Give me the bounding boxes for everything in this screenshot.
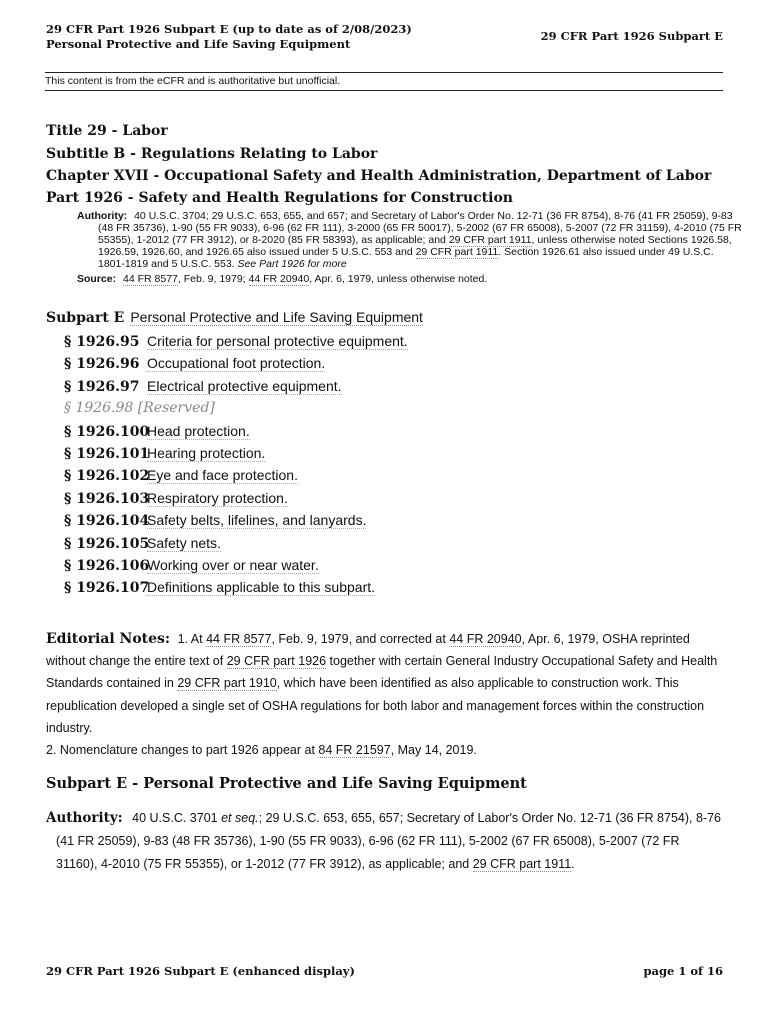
section-title[interactable]: Head protection. bbox=[147, 422, 250, 439]
section-title[interactable]: Safety nets. bbox=[147, 534, 221, 551]
section-title[interactable]: Safety belts, lifelines, and lanyards. bbox=[147, 512, 367, 529]
toc-item[interactable] bbox=[64, 488, 704, 510]
header-right-citation: 29 CFR Part 1926 Subpart E bbox=[540, 29, 723, 43]
disclaimer-banner: This content is from the eCFR and is authoritative but unofficial. bbox=[45, 72, 723, 91]
toc-item[interactable] bbox=[64, 510, 704, 532]
section-title[interactable]: Hearing protection. bbox=[147, 444, 266, 461]
part-source-label: Source: bbox=[77, 273, 117, 285]
editorial-note-2: 2. Nomenclature changes to part 1926 appear at 84 FR 21597, May 14, 2019. bbox=[46, 743, 477, 758]
page-number: page 1 of 16 bbox=[643, 964, 723, 978]
section-number: § 1926.104 bbox=[64, 513, 150, 530]
part-authority: Authority: 40 U.S.C. 3704; 29 U.S.C. 653, 655, and 657; and Secretary of Labor's Order No. 12-71 (36 FR 8754), 8-76 (41 FR 25059), 9-83 (48 FR 35736), 1-90 (55 FR 9033), 6-96 (62 FR 111), 3-2000 (65 FR 50017), 5-2002 (67 FR 65008), 5-2007 (72 FR 31159), 4-2010 (75 FR 55355), 1-2012 (77 FR 3912), or 8-2020 (85 FR 58393), as applicable; and 29 CFR part 1911, unless otherwise noted Sections 1926.58, 1926.59, 1926.60, and 1926.65 also issued under 5 U.S.C. 553 and 29 CFR part 1911. Section 1926.61 also issued under 49 U.S.C. 1801-1819 and 5 U.S.C. 553. See Part 1926 for more bbox=[77, 210, 742, 270]
section-title[interactable]: Electrical protective equipment. bbox=[147, 377, 342, 394]
toc-item[interactable] bbox=[64, 421, 704, 443]
header-citation: 29 CFR Part 1926 Subpart E (up to date as of 2/08/2023) bbox=[46, 22, 412, 36]
toc-item[interactable] bbox=[64, 353, 704, 375]
section-title[interactable]: Respiratory protection. bbox=[147, 489, 288, 506]
title-heading: Title 29 - Labor bbox=[46, 123, 168, 139]
editorial-notes-label: Editorial Notes: bbox=[46, 631, 171, 647]
toc-item[interactable] bbox=[64, 555, 704, 577]
subpart-title-link[interactable]: Personal Protective and Life Saving Equipment bbox=[130, 309, 423, 325]
toc-item[interactable] bbox=[64, 331, 704, 353]
section-number: § 1926.105 bbox=[64, 535, 150, 552]
toc-item[interactable] bbox=[64, 533, 704, 555]
part-authority-label: Authority: bbox=[77, 210, 128, 222]
editorial-note-1: Editorial Notes: 1. At 44 FR 8577, Feb. 9, 1979, and corrected at 44 FR 20940, Apr. 6, 1979, OSHA reprinted without change the entire text of 29 CFR part 1926 together with certain General Industry Occupational Safety and Health Standards contained in 29 CFR part 1910, which have been identified as also applicable to construction work. This republication developed a single set of OSHA regulations for both labor and management forces within the construction industry. bbox=[46, 631, 718, 735]
section-number: § 1926.95 bbox=[64, 334, 140, 350]
header-subtitle: Personal Protective and Life Saving Equipment bbox=[46, 37, 351, 51]
section-number: § 1926.101 bbox=[64, 445, 150, 462]
page-header bbox=[46, 22, 412, 52]
subpart-section-heading: Subpart E - Personal Protective and Life Saving Equipment bbox=[46, 775, 527, 792]
subpart-title bbox=[46, 309, 423, 326]
subpart-authority-label: Authority: bbox=[46, 810, 123, 826]
subpart-label: Subpart E bbox=[46, 310, 125, 326]
toc-item-reserved: § 1926.98 [Reserved] bbox=[64, 400, 215, 417]
toc-item[interactable] bbox=[64, 465, 704, 487]
section-title[interactable]: Eye and face protection. bbox=[147, 467, 298, 484]
section-number: § 1926.107 bbox=[64, 580, 150, 597]
chapter-heading: Chapter XVII - Occupational Safety and Health Administration, Department of Labor bbox=[46, 168, 712, 184]
section-title[interactable]: Occupational foot protection. bbox=[147, 355, 326, 372]
section-number: § 1926.100 bbox=[64, 423, 150, 440]
footer-title: 29 CFR Part 1926 Subpart E (enhanced display) bbox=[46, 964, 355, 978]
section-title[interactable]: Criteria for personal protective equipment. bbox=[147, 333, 408, 349]
part-source: Source: 44 FR 8577, Feb. 9, 1979; 44 FR 20940, Apr. 6, 1979, unless otherwise noted. bbox=[77, 273, 488, 285]
section-number: § 1926.96 bbox=[64, 356, 140, 373]
part-heading: Part 1926 - Safety and Health Regulations for Construction bbox=[46, 190, 513, 206]
editorial-notes bbox=[46, 628, 724, 761]
toc-item[interactable] bbox=[64, 376, 704, 398]
fr-link[interactable]: 44 FR 20940 bbox=[248, 273, 310, 285]
cfr-link[interactable]: 29 CFR part 1911 bbox=[472, 857, 572, 871]
section-number: § 1926.106 bbox=[64, 557, 150, 574]
section-number: § 1926.103 bbox=[64, 490, 150, 507]
section-number: § 1926.102 bbox=[64, 468, 150, 485]
table-of-contents bbox=[64, 331, 704, 600]
fr-link[interactable]: 44 FR 8577 bbox=[123, 273, 178, 285]
section-number: § 1926.97 bbox=[64, 378, 140, 395]
toc-item[interactable] bbox=[64, 577, 704, 599]
toc-item[interactable] bbox=[64, 443, 704, 465]
cfr-link[interactable]: 29 CFR part 1926 bbox=[226, 654, 327, 669]
section-title[interactable]: Working over or near water. bbox=[147, 556, 319, 573]
subpart-authority: Authority: 40 U.S.C. 3701 et seq.; 29 U.S.C. 653, 655, 657; Secretary of Labor's Order No. 12-71 (36 FR 8754), 8-76 (41 FR 25059), 9-83 (48 FR 35736), 1-90 (55 FR 9033), 6-96 (62 FR 111), 5-2002 (67 FR 65008), 5-2007 (72 FR 31160), 4-2010 (75 FR 55355), or 1-2012 (77 FR 3912), as applicable; and 29 CFR part 1911. bbox=[46, 810, 721, 871]
cfr-link[interactable]: 29 CFR part 1911 bbox=[415, 246, 499, 258]
cfr-link[interactable]: 29 CFR part 1911 bbox=[448, 234, 532, 246]
see-part-more-link[interactable]: See Part 1926 for more bbox=[237, 258, 347, 270]
fr-link[interactable]: 44 FR 8577 bbox=[206, 632, 272, 646]
fr-link[interactable]: 84 FR 21597 bbox=[318, 743, 391, 758]
section-title[interactable]: Definitions applicable to this subpart. bbox=[147, 579, 376, 596]
fr-link[interactable]: 44 FR 20940 bbox=[449, 632, 522, 646]
subtitle-heading: Subtitle B - Regulations Relating to Labor bbox=[46, 146, 378, 162]
cfr-link[interactable]: 29 CFR part 1910 bbox=[177, 676, 277, 691]
